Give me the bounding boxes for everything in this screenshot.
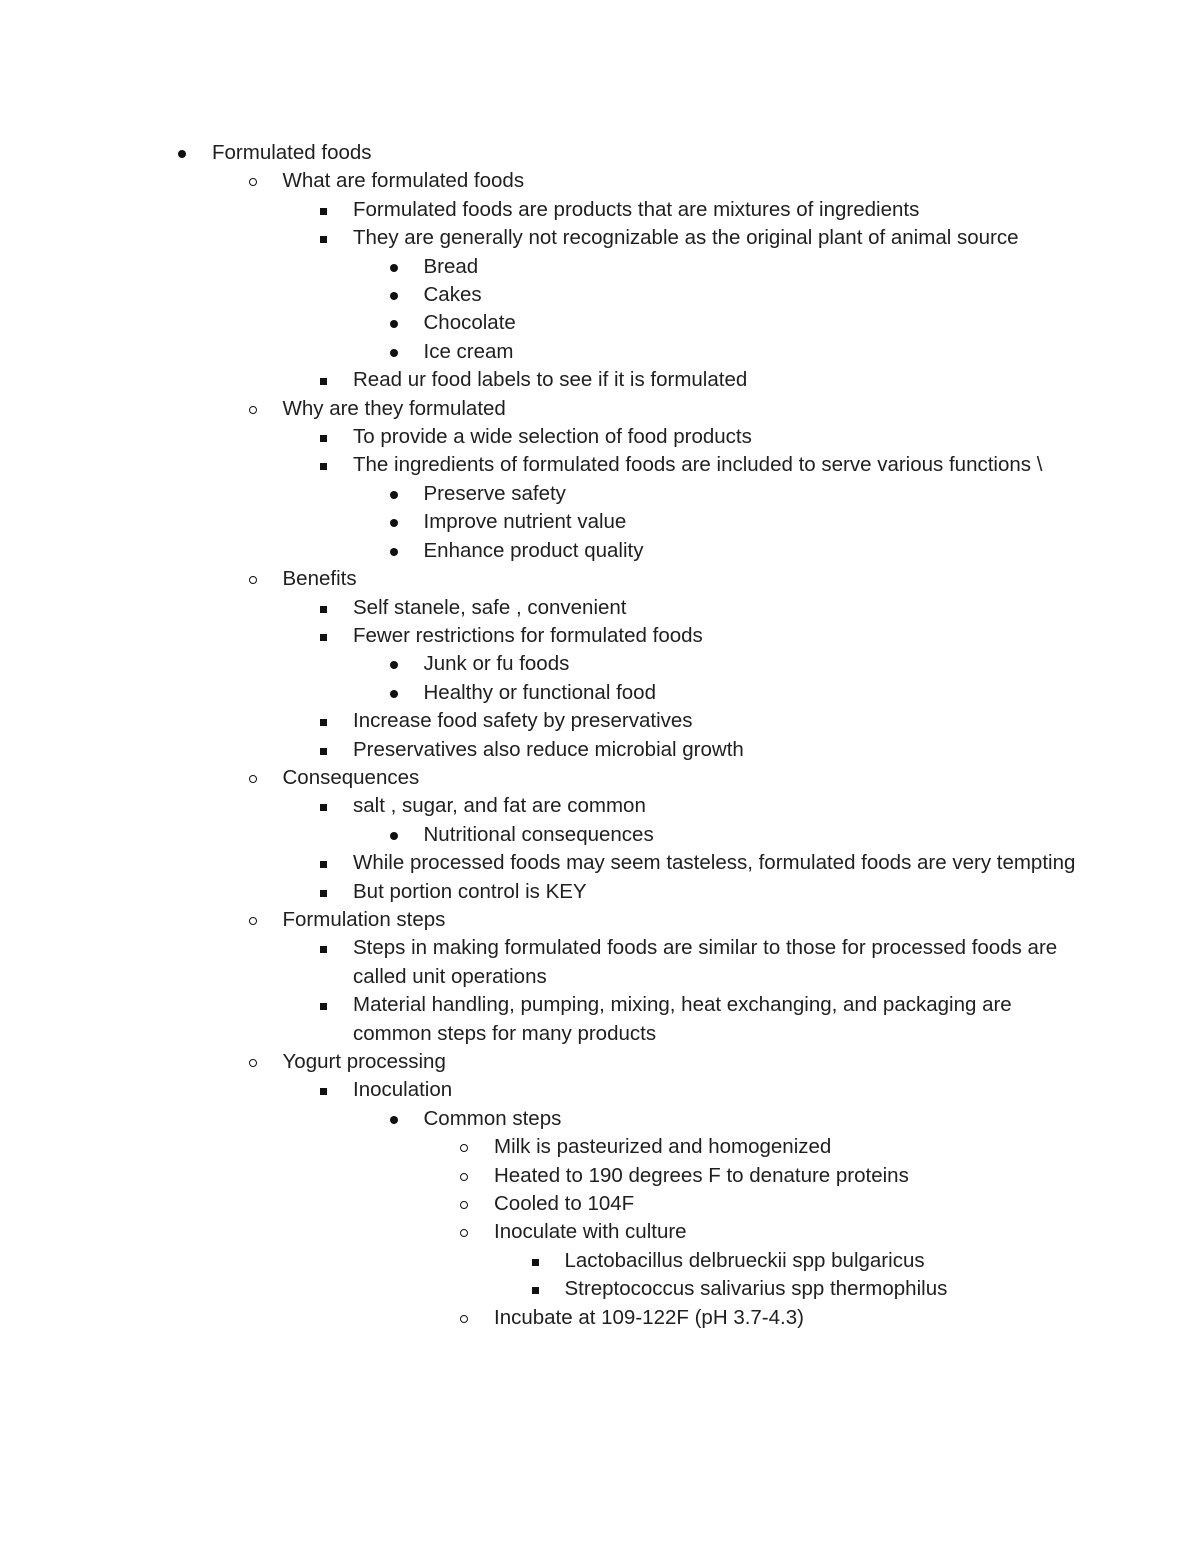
outline-item-text: Formulated foods are products that are mixtures of ingredients	[353, 197, 920, 221]
outline-item-text: Ice cream	[423, 339, 514, 363]
square-bullet-icon	[531, 1275, 543, 1303]
circle-bullet-icon	[249, 764, 261, 792]
outline-item	[353, 1076, 1090, 1104]
circle-bullet-icon	[460, 1190, 472, 1218]
outline-item	[353, 707, 1090, 735]
outline-item-text: Cooled to 104F	[494, 1192, 635, 1216]
outline-item-text: They are generally not recognizable as the original plant of animal source	[353, 226, 1019, 250]
outline-item	[565, 1275, 1121, 1303]
outline-item	[494, 1162, 1120, 1190]
outline-item-text: Inoculate with culture	[494, 1220, 687, 1244]
outline-item	[353, 594, 1090, 622]
outline-item-text: Nutritional consequences	[423, 822, 654, 846]
outline-item-text: Fewer restrictions for formulated foods	[353, 623, 703, 647]
outline-item-text: Material handling, pumping, mixing, heat exchanging, and packaging are common steps for many products	[353, 993, 1012, 1045]
circle-bullet-icon	[249, 395, 261, 423]
disc-bullet-icon	[390, 821, 402, 849]
outline-item-text: Streptococcus salivarius spp thermophilus	[564, 1277, 948, 1301]
outline-item	[283, 565, 1091, 593]
outline-item	[353, 423, 1090, 451]
outline-item	[424, 821, 1121, 849]
outline-item-text: Common steps	[423, 1106, 562, 1130]
outline-item	[424, 338, 1121, 366]
circle-bullet-icon	[249, 906, 261, 934]
outline-item	[353, 934, 1090, 991]
outline-item	[424, 480, 1121, 508]
outline-item-text: Steps in making formulated foods are similar to those for processed foods are called unit operations	[353, 936, 1058, 988]
outline-item	[494, 1133, 1120, 1161]
outline-item	[494, 1218, 1120, 1246]
outline-item-text: Junk or fu foods	[423, 652, 570, 676]
outline-item-text: Cakes	[423, 283, 482, 307]
square-bullet-icon	[319, 1076, 331, 1104]
outline-item	[424, 537, 1121, 565]
disc-bullet-icon	[390, 1105, 402, 1133]
outline-item	[353, 366, 1090, 394]
outline-item	[353, 736, 1090, 764]
square-bullet-icon	[319, 423, 331, 451]
outline-item-text: Chocolate	[423, 311, 516, 335]
outline-item	[353, 849, 1090, 877]
outline-item-text: Formulation steps	[282, 907, 446, 931]
circle-bullet-icon	[249, 1048, 261, 1076]
outline-item	[353, 991, 1090, 1048]
disc-bullet-icon	[390, 281, 402, 309]
outline-item	[424, 679, 1121, 707]
outline-item-text: To provide a wide selection of food products	[353, 425, 752, 449]
outline-item	[353, 792, 1090, 820]
disc-bullet-icon	[178, 139, 190, 167]
outline-item	[212, 139, 1072, 167]
disc-bullet-icon	[390, 253, 402, 281]
outline-item-text: Self stanele, safe , convenient	[353, 595, 627, 619]
outline-item	[424, 253, 1121, 281]
outline-item	[494, 1190, 1120, 1218]
circle-bullet-icon	[249, 167, 261, 195]
outline-item	[424, 650, 1121, 678]
outline-item-text: Improve nutrient value	[423, 510, 627, 534]
disc-bullet-icon	[390, 650, 402, 678]
outline-item	[283, 167, 1091, 195]
circle-bullet-icon	[460, 1162, 472, 1190]
outline-item-text: Read ur food labels to see if it is formulated	[353, 368, 748, 392]
outline-item	[565, 1247, 1121, 1275]
bullet-outline	[0, 139, 1200, 1332]
square-bullet-icon	[319, 622, 331, 650]
outline-item-text: Yogurt processing	[282, 1050, 446, 1073]
outline-item	[283, 1048, 1091, 1076]
outline-item	[424, 309, 1121, 337]
outline-item	[353, 622, 1090, 650]
disc-bullet-icon	[390, 338, 402, 366]
outline-item-text: Benefits	[282, 567, 357, 591]
outline-item-text: salt , sugar, and fat are common	[353, 794, 646, 818]
outline-item-text: While processed foods may seem tasteless, formulated foods are very tempting	[353, 851, 1076, 875]
outline-item-text: Consequences	[282, 765, 420, 789]
outline-item	[494, 1304, 1120, 1332]
disc-bullet-icon	[390, 480, 402, 508]
outline-item	[424, 281, 1121, 309]
outline-item	[353, 196, 1090, 224]
outline-item-text: The ingredients of formulated foods are included to serve various functions \	[353, 453, 1043, 477]
outline-item-text: Preserve safety	[423, 481, 566, 505]
disc-bullet-icon	[390, 537, 402, 565]
square-bullet-icon	[319, 792, 331, 820]
outline-item-text: Enhance product quality	[423, 538, 644, 562]
outline-item	[283, 764, 1091, 792]
outline-item-text: Healthy or functional food	[423, 680, 656, 704]
square-bullet-icon	[319, 849, 331, 877]
square-bullet-icon	[319, 366, 331, 394]
square-bullet-icon	[319, 991, 331, 1019]
circle-bullet-icon	[460, 1218, 472, 1246]
outline-item-text: What are formulated foods	[282, 169, 525, 193]
outline-item	[424, 1105, 1121, 1133]
outline-item-text: Milk is pasteurized and homogenized	[494, 1135, 832, 1159]
square-bullet-icon	[319, 196, 331, 224]
square-bullet-icon	[319, 224, 331, 252]
outline-item-text: Why are they formulated	[282, 396, 506, 420]
circle-bullet-icon	[249, 565, 261, 593]
outline-item-text: Inoculation	[353, 1078, 453, 1102]
circle-bullet-icon	[460, 1304, 472, 1332]
square-bullet-icon	[319, 878, 331, 906]
square-bullet-icon	[319, 707, 331, 735]
square-bullet-icon	[319, 934, 331, 962]
outline-item-text: Bread	[423, 254, 479, 278]
outline-item	[353, 451, 1090, 479]
outline-item-text: Increase food safety by preservatives	[353, 709, 693, 733]
outline-item-text: Formulated foods	[212, 141, 372, 164]
outline-item	[424, 508, 1121, 536]
outline-item-text: But portion control is KEY	[353, 879, 587, 903]
square-bullet-icon	[319, 736, 331, 764]
square-bullet-icon	[319, 451, 331, 479]
outline-item-text: Preservatives also reduce microbial growth	[353, 737, 744, 761]
outline-item	[283, 906, 1091, 934]
disc-bullet-icon	[390, 309, 402, 337]
square-bullet-icon	[531, 1247, 543, 1275]
circle-bullet-icon	[460, 1133, 472, 1161]
disc-bullet-icon	[390, 508, 402, 536]
disc-bullet-icon	[390, 679, 402, 707]
outline-item	[353, 878, 1090, 906]
outline-item-text: Heated to 190 degrees F to denature proteins	[494, 1163, 909, 1187]
outline-item-text: Lactobacillus delbrueckii spp bulgaricus	[564, 1248, 925, 1272]
outline-item	[283, 395, 1091, 423]
outline-item	[353, 224, 1090, 252]
square-bullet-icon	[319, 594, 331, 622]
outline-item-text: Incubate at 109-122F (pH 3.7-4.3)	[494, 1305, 804, 1329]
